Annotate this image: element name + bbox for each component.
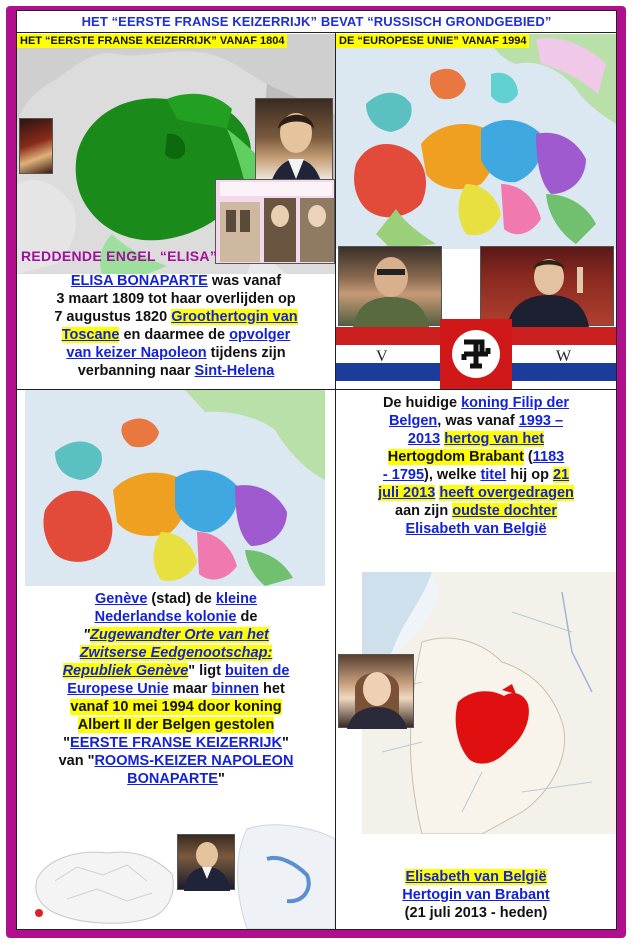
napoleon-small-portrait [177,834,235,890]
text-span: de [236,609,258,625]
text-span: het [259,681,285,697]
text-span: " [217,771,225,787]
king-filip-figure [481,247,615,327]
napoleon-small-figure [178,835,236,891]
king-albert-photo [338,246,442,326]
highlight-hertogdom-brabant: Hertogdom Brabant [387,449,524,465]
link-toscane[interactable]: Toscane [61,327,120,343]
panel-european-union [336,34,616,389]
caption-dates: (21 juli 2013 - heden) [404,905,548,921]
link-geneve[interactable]: Genève [95,591,148,607]
angel-painting [19,118,53,174]
text-span: " [63,735,71,751]
text-span: was vanaf [207,273,282,289]
panel3-text [17,590,335,788]
king-albert-figure [339,247,443,327]
panel-french-empire [17,34,335,389]
link-eerste-franse-keizerrijk[interactable]: EERSTE FRANSE KEIZERRIJK [70,735,282,751]
link-buiten-de[interactable]: buiten de [224,663,290,679]
text-span: hij op [506,467,553,483]
text-span: en daarmee de [119,327,230,343]
svg-text:W: W [556,348,572,365]
highlight-albert-ii: Albert II der Belgen gestolen [77,717,275,733]
text-span: " [83,627,90,643]
text-span: " ligt [188,663,225,679]
panel4-caption [336,868,616,922]
elisabeth-figure [339,655,415,729]
link-van-keizer-napoleon[interactable]: van keizer Napoleon [66,345,207,361]
link-sint-helena[interactable]: Sint-Helena [194,363,275,379]
king-filip-photo [480,246,614,326]
link-elisabeth-van-belgie[interactable]: Elisabeth van België [405,521,547,537]
map-european-union-1994 [336,34,616,249]
link-europese-unie[interactable]: Europese Unie [67,681,169,697]
text-span: van " [58,753,95,769]
panel1-heading: HET “EERSTE FRANSE KEIZERRIJK” VANAF 1804 [17,34,287,48]
link-titel[interactable]: titel [480,467,507,483]
text-span: tijdens zijn [206,345,286,361]
link-1795[interactable]: - 1795 [382,467,425,483]
link-opvolger[interactable]: opvolger [229,327,291,343]
link-koning-filip[interactable]: koning Filip der [461,395,570,411]
text-span: (stad) de [147,591,216,607]
link-2013[interactable]: 2013 [407,431,441,447]
link-hertog-van-het[interactable]: hertog van het [444,431,545,447]
text-span: maar [168,681,212,697]
link-rooms-keizer-napoleon[interactable]: ROOMS-KEIZER NAPOLEON [94,753,294,769]
map-european-union-small [25,390,325,586]
panel2-heading: DE “EUROPESE UNIE” VANAF 1994 [336,34,529,48]
page-title: HET “EERSTE FRANSE KEIZERRIJK” BEVAT “RUSSISCH GRONDGEBIED” [17,11,616,33]
text-span: verbanning naar [77,363,195,379]
elisa-collage [215,179,335,264]
link-hertogin-van-brabant[interactable]: Hertogin van Brabant [402,887,550,903]
text-span: ( [523,449,533,465]
link-binnen[interactable]: binnen [211,681,259,697]
link-1183[interactable]: 1183 [532,449,565,465]
link-21[interactable]: 21 [552,467,570,483]
text-span: , was vanaf [437,413,519,429]
text-span: " [281,735,289,751]
map-switzerland [17,819,335,929]
link-kleine[interactable]: kleine [215,591,257,607]
panel-geneve [17,390,335,929]
link-bonaparte[interactable]: BONAPARTE [127,771,218,787]
text-span: 7 augustus 1820 [54,309,172,325]
text-span: De huidige [382,395,462,411]
link-oudste-dochter[interactable]: oudste dochter [452,503,557,519]
panel4-text [336,394,616,538]
svg-text:V: V [376,348,388,365]
link-juli-2013[interactable]: juli 2013 [378,485,436,501]
highlight-vanaf-10-mei: vanaf 10 mei 1994 door koning [70,699,282,715]
text-line: 3 maart 1809 tot haar overlijden op [56,291,296,307]
link-republiek-geneve[interactable]: Republiek Genève [62,663,189,679]
poster [16,10,617,930]
link-zugewandter-orte[interactable]: Zugewandter Orte van het [90,627,269,643]
panel-brabant [336,390,616,929]
text-span: ), welke [424,467,481,483]
flags-row [336,319,616,389]
link-groothertogin[interactable]: Groothertogin van [171,309,298,325]
text-span: aan zijn [395,503,453,519]
engel-label: REDDENDE ENGEL “ELISA” [21,248,218,264]
panel1-text [17,272,335,380]
link-heeft-overgedragen[interactable]: heeft overgedragen [439,485,574,501]
link-zwitserse-eedgenootschap[interactable]: Zwitserse Eedgenootschap: [79,645,273,661]
elisabeth-portrait [338,654,414,728]
link-nederlandse-kolonie[interactable]: Nederlandse kolonie [94,609,237,625]
link-belgen[interactable]: Belgen [388,413,438,429]
elisa-collage-image [216,180,335,265]
link-elisabeth-van-belgie-caption[interactable]: Elisabeth van België [405,869,547,885]
link-1993[interactable]: 1993 – [518,413,564,429]
link-elisa-bonaparte[interactable]: ELISA BONAPARTE [70,273,208,289]
